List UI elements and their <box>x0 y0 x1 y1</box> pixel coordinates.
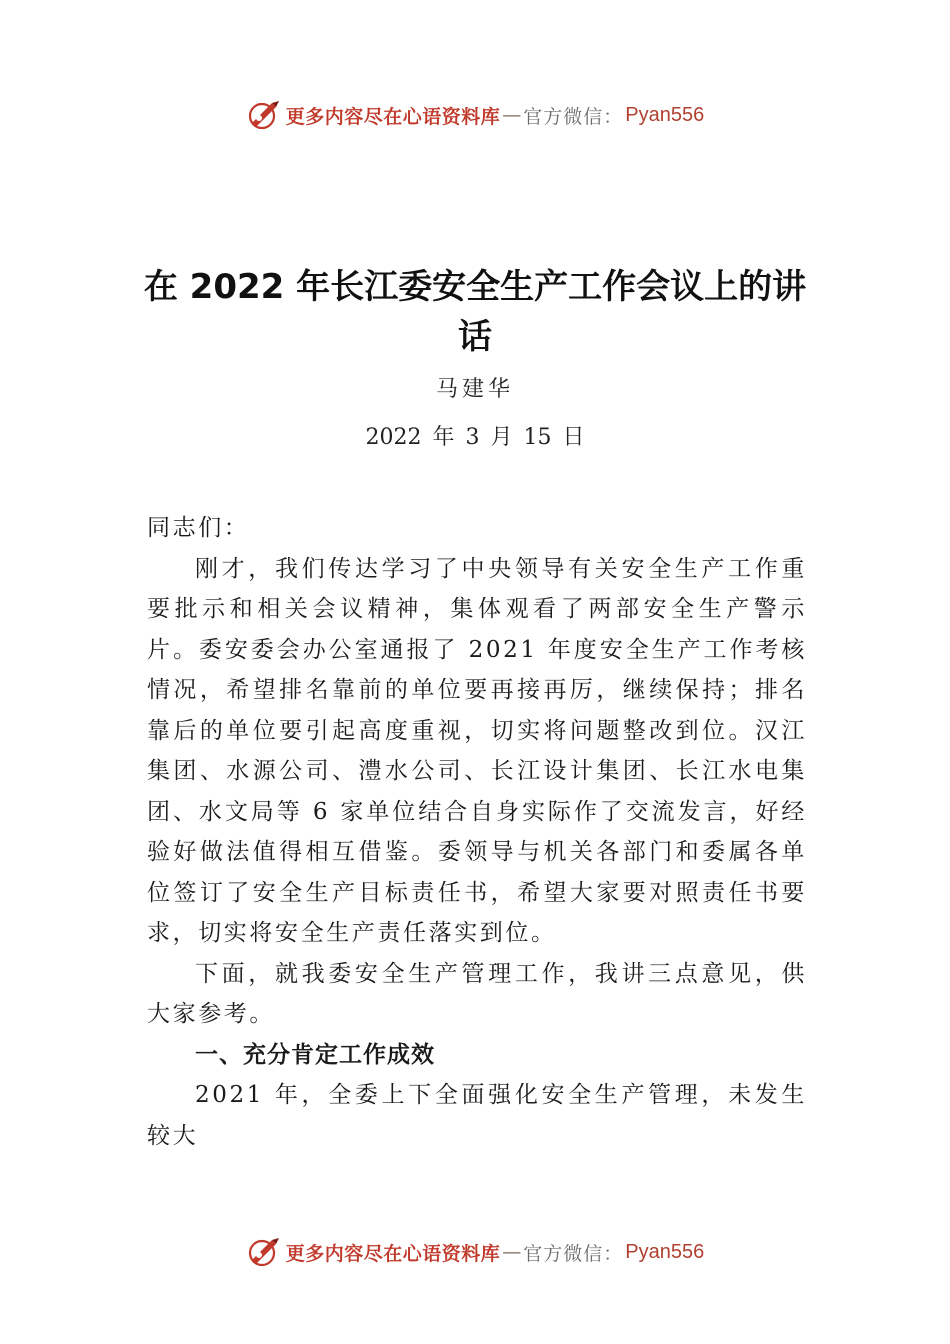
pen-logo-icon <box>246 1234 282 1270</box>
paragraph-2: 下面，就我委安全生产管理工作，我讲三点意见，供大家参考。 <box>147 960 807 1027</box>
salutation: 同志们： <box>147 515 250 541</box>
document-title: 在 2022 年长江委安全生产工作会议上的讲话 <box>143 267 807 357</box>
watermark-slogan: 更多内容尽在心语资料库 <box>285 105 501 128</box>
watermark-slogan: 更多内容尽在心语资料库 <box>285 1242 501 1265</box>
document-body <box>147 508 807 1156</box>
watermark-banner-bottom <box>0 1232 950 1272</box>
watermark-dash: — <box>502 1241 522 1263</box>
watermark-dash: — <box>502 104 522 126</box>
document-author: 马建华 <box>435 377 514 402</box>
section-heading: 一、充分肯定工作成效 <box>195 1041 435 1068</box>
watermark-wechat-id: Pyan556 <box>625 1240 705 1263</box>
section-paragraph: 2021 年，全委上下全面强化安全生产管理，未发生较大 <box>147 1082 807 1149</box>
watermark-wechat-id: Pyan556 <box>625 103 705 126</box>
watermark-wechat-label: 官方微信： <box>523 105 624 128</box>
watermark-wechat-label: 官方微信： <box>523 1242 624 1265</box>
watermark-banner-top <box>0 95 950 135</box>
document-date: 2022 年 3 月 15 日 <box>365 425 585 450</box>
paragraph-1: 刚才，我们传达学习了中央领导有关安全生产工作重要批示和相关会议精神，集体观看了两部安全生产警示片。委安委会办公室通报了 2021 年度安全生产工作考核情况，希望排名靠前的单位要再接再厉，继续保持；排名靠后的单位要引起高度重视，切实将问题整改到位。汉江集团、水源公司、澧水公司、长江设计集团、长江水电集团、水文局等 6 家单位结合自身实际作了交流发言，好经验好做法值得相互借鉴。委领导与机关各部门和委属各单位签订了安全生产目标责任书，希望大家要对照责任书要求，切实将安全生产责任落实到位。 <box>147 555 807 946</box>
pen-logo-icon <box>246 97 282 133</box>
